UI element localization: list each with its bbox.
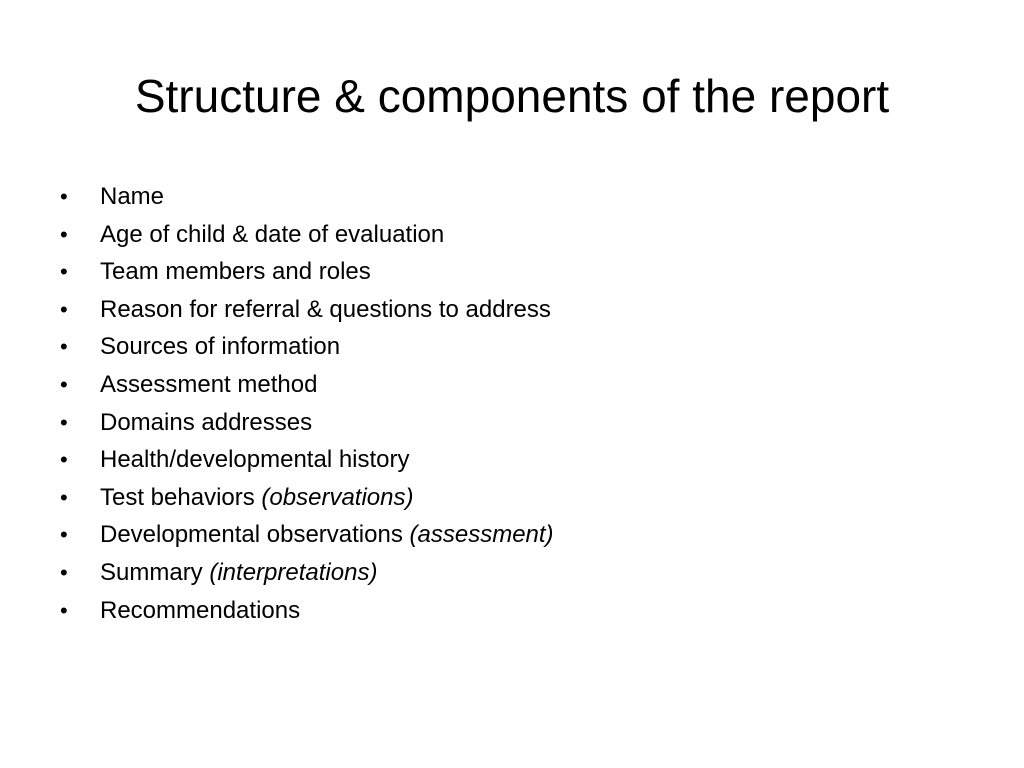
bullet-icon: • — [60, 597, 68, 623]
list-item-text: Assessment method — [100, 370, 318, 398]
list-item-test-behaviors — [60, 479, 554, 517]
bullet-icon: • — [60, 522, 68, 548]
list-item-text: Developmental observations — [100, 521, 410, 549]
list-item-developmental-observations — [60, 516, 554, 554]
list-item-name — [60, 178, 554, 216]
list-item-note: (interpretations) — [209, 558, 378, 586]
list-item-text: Test behaviors — [100, 483, 262, 511]
bullet-icon: • — [60, 296, 68, 322]
list-item-sources — [60, 328, 554, 366]
bullet-icon: • — [60, 371, 68, 397]
list-item-text: Recommendations — [100, 596, 301, 624]
list-item-text: Health/developmental history — [100, 446, 410, 474]
list-item-age-and-date — [60, 216, 554, 254]
bullet-icon: • — [60, 221, 68, 247]
list-item-text: Summary — [100, 558, 210, 586]
list-item-health-history — [60, 441, 554, 479]
list-item-text: Sources of information — [100, 333, 341, 361]
list-item-text: Reason for referral & questions to address — [100, 295, 551, 323]
list-item-assessment-method — [60, 366, 554, 404]
list-item-text: Team members and roles — [100, 258, 371, 286]
slide-title: Structure & components of the report — [134, 70, 890, 122]
list-item-note: (assessment) — [409, 521, 554, 549]
bullet-icon: • — [60, 484, 68, 510]
list-item-domains — [60, 404, 554, 442]
list-item-summary — [60, 554, 554, 592]
bullet-icon: • — [60, 334, 68, 360]
list-item-team-members — [60, 253, 554, 291]
list-item-text: Domains addresses — [100, 408, 313, 436]
bullet-list — [60, 178, 554, 629]
bullet-icon: • — [60, 184, 68, 209]
list-item-text: Name — [100, 183, 165, 210]
bullet-icon: • — [60, 409, 68, 435]
bullet-icon: • — [60, 259, 68, 285]
bullet-icon: • — [60, 559, 68, 585]
list-item-note: (observations) — [261, 483, 414, 511]
bullet-icon: • — [60, 447, 68, 473]
list-item-recommendations — [60, 592, 554, 630]
list-item-text: Age of child & date of evaluation — [100, 220, 445, 248]
list-item-reason-for-referral — [60, 291, 554, 329]
